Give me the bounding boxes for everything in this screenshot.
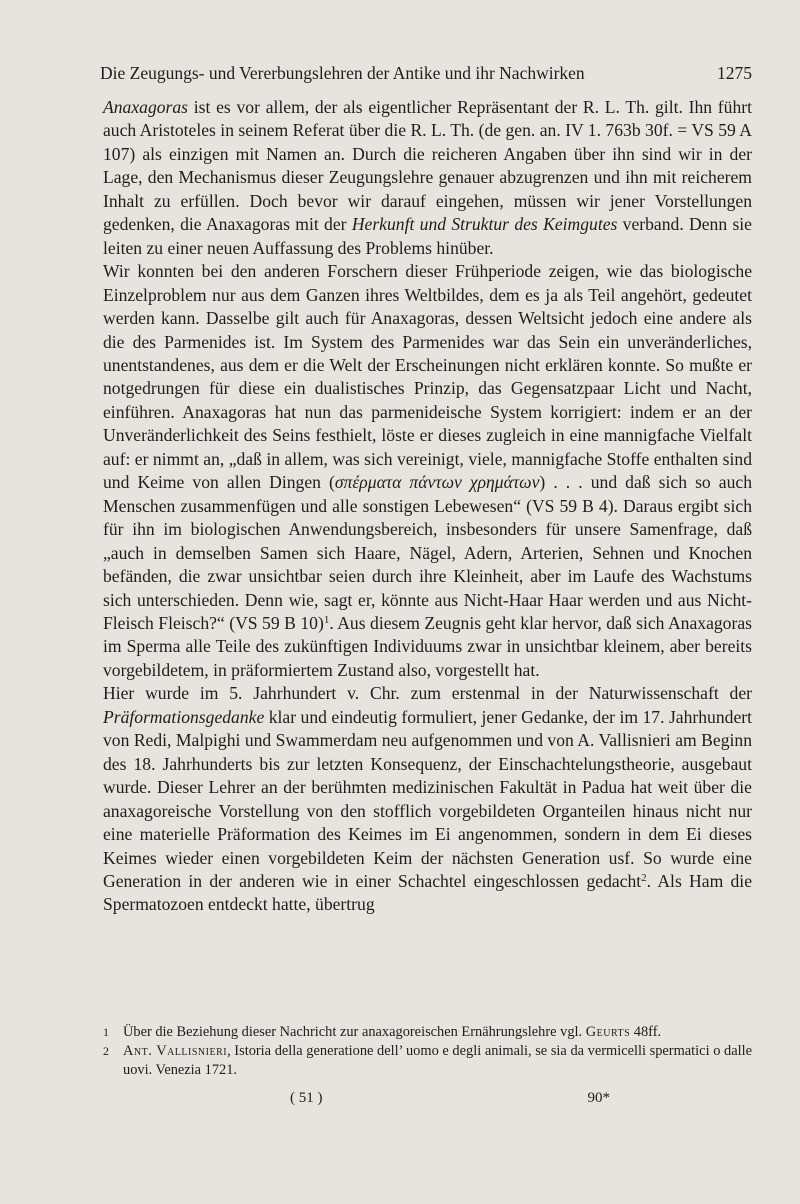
paragraph-1-text: ist es vor allem, der als eigentlicher Repräsentant der R. L. Th. gilt. Ihn führt auch Aristoteles in seinem Referat über die R. L. Th. (de gen. an. IV 1. 763b 30f. = VS 59 A 107) als einzigen mit Namen an. Durch die reicheren Angaben über ihn sind wir in der Lage, den Mechanismus dieser Zeugungslehre genauer abzugrenzen und ihn mit reicherem Inhalt zu erfüllen. Doch bevor wir darauf eingehen, müssen wir jener Vorstellungen gedenken, die Anaxagoras mit der: [103, 97, 752, 235]
footnote-1: [103, 1023, 752, 1042]
footnote-text: , Istoria della generatione dell’ uomo e degli animali, se sia da vermicelli spermatici o dalle uovi. Venezia 1721.: [123, 1043, 752, 1079]
page-footer: [290, 1090, 610, 1107]
paragraph-1-tail: verband. Denn sie leiten zu einer neuen Auffassung des Problems hinüber.: [103, 214, 752, 258]
greek-phrase: σπέρματα πάντων χρημάτων: [334, 472, 540, 493]
emphasis-anaxagoras: Anaxagoras: [103, 97, 189, 117]
footer-signature: 90*: [587, 1090, 610, 1106]
paragraph-2-text-a: Wir konnten bei den anderen Forschern dieser Frühperiode zeigen, wie das biologische Einzelproblem nur aus dem Ganzen ihres Weltbildes, dem es ja als Teil angehört, gedeutet werden kann. Dasselbe gilt auch für Anaxagoras, dessen Weltsicht jedoch eine andere als die des Parmenides ist. Im System des Parmenides war das Sein ein unveränderliches, unentstandenes, aus dem er die Welt der Erscheinungen nicht erklären konnte. So mußte er notgedrungen für diese ein dualistisches Prinzip, das Gegensatzpaar Licht und Nacht, einführen. Anaxagoras hat nun das parmenideische System korrigiert: indem er an der Unveränderlichkeit des Seins festhielt, löste er dieses zugleich in eine mannigfache Vielfalt auf: er nimmt an, „daß in allem, was sich vereinigt, viele, mannigfache Stoffe enthalten sind und Keime von allen Dingen (: [103, 261, 752, 493]
header-title: Die Zeugungs- und Vererbungslehren der Antike und ihr Nachwirken: [100, 63, 585, 83]
paragraph-3-text-b: klar und eindeutig formuliert, jener Gedanke, der im 17. Jahrhundert von Redi, Malpighi und Swammerdam neu aufgenommen und von A. Vallisnieri am Beginn des 18. Jahrhunderts bis zur letzten Konsequenz, der Einschachtelungstheorie, ausgebaut wurde. Dieser Lehrer an der berühmten medizinischen Fakultät in Padua hat weit über die anaxagoreische Vorstellung von den stofflich vorgebildeten Organteilen hinaus nicht nur eine materielle Präformation des Keimes im Ei angenommen, sondern in dem Ei dieses Keimes wieder einen vorgebildeten Keim der nächsten Generation usf. So wurde eine Generation in der anderen wie in einer Schachtel eingeschlossen gedacht: [103, 706, 752, 891]
footnotes: [103, 1023, 752, 1081]
footnote-author: Ant. Vallisnieri: [123, 1043, 228, 1060]
paragraph-3-text-c: . Als Ham die Spermatozoen entdeckt hatte, übertrug: [103, 870, 752, 915]
emphasis-keimgut: Herkunft und Struktur des Keimgutes: [351, 214, 618, 235]
footnote-2: [103, 1042, 752, 1080]
paragraph-2-text-c: . Aus diesem Zeugnis geht klar hervor, daß sich Anaxagoras im Sperma alle Teile des zukünftigen Individuums zwar in unsichtbar kleinem, aber bereits vorgebildetem, in präformiertem Zustand also, vorgestellt hat.: [103, 612, 752, 680]
paragraph-3: [103, 682, 752, 917]
body-text: [103, 96, 752, 917]
footnote-author: Geurts: [585, 1024, 631, 1040]
header-page-number: 1275: [717, 63, 752, 83]
paragraph-1: [103, 96, 752, 260]
footnote-number: 2: [103, 1044, 109, 1059]
running-header: [100, 62, 752, 84]
emphasis-praeformation: Präformationsgedanke: [103, 706, 265, 727]
footnote-ref-1[interactable]: 1: [323, 613, 330, 626]
footer-page-number: ( 51 ): [290, 1090, 323, 1106]
footnote-text: Über die Beziehung dieser Nachricht zur anaxagoreischen Ernährungslehre vgl.: [123, 1024, 586, 1040]
paragraph-2-text-b: ) . . . und daß sich so auch Menschen zusammenfügen und alle sonstigen Lebewesen“ (VS 59 B 4). Daraus ergibt sich für ihn im biologischen Anwendungsbereich, insbesonders für unsere Samenfrage, daß „auch in demselben Samen sich Haare, Nägel, Adern, Arterien, Sehnen und Knochen befänden, die zwar unsichtbar seien durch ihre Kleinheit, aber im Laufe des Wachstums sich unterschieden. Denn wie, sagt er, könnte aus Nicht-Haar Haar werden und aus Nicht-Fleisch Fleisch?“ (VS 59 B 10): [103, 472, 752, 633]
paragraph-2: [103, 260, 752, 682]
footnote-ref-2[interactable]: 2: [641, 871, 647, 884]
footnote-number: 1: [103, 1025, 109, 1039]
footnote-tail: 48ff.: [630, 1024, 662, 1040]
paragraph-3-text-a: Hier wurde im 5. Jahrhundert v. Chr. zum erstenmal in der Naturwissenschaft der: [103, 683, 752, 704]
